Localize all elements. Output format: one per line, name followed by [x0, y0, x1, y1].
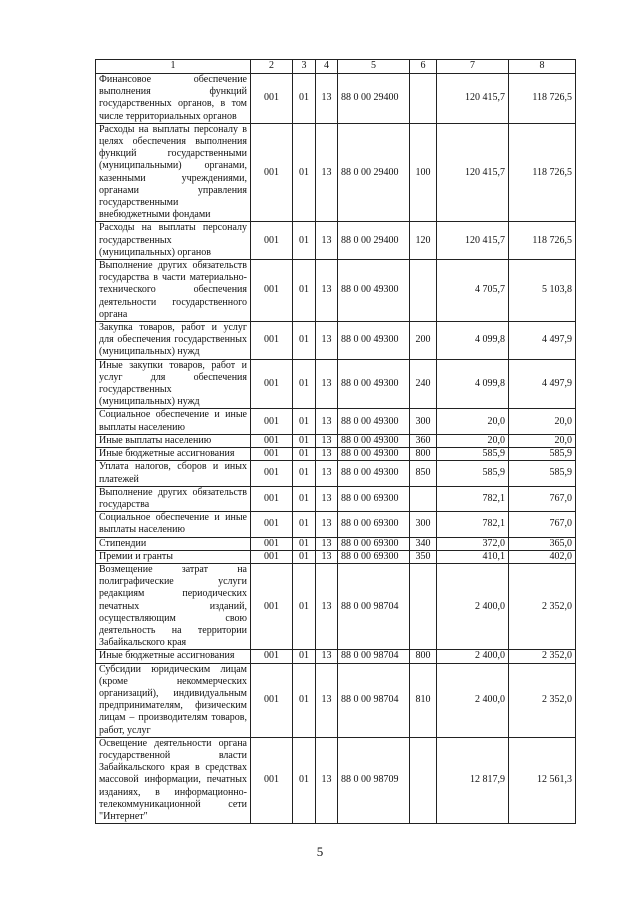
table-row: [96, 222, 576, 260]
amount-year1-cell: 2 400,0: [437, 663, 509, 737]
target-article-cell: 88 0 00 69300: [338, 537, 410, 550]
table-header-row: [96, 60, 576, 74]
section-code-cell: 01: [293, 260, 316, 322]
grbs-code-cell: 001: [251, 409, 293, 434]
section-code-cell: 01: [293, 322, 316, 360]
amount-year1-cell: 4 705,7: [437, 260, 509, 322]
grbs-code-cell: 001: [251, 650, 293, 663]
amount-year1-cell: 2 400,0: [437, 650, 509, 663]
row-name-cell: Возмещение затрат на полиграфические услуги редакциям периодических печатных изданий, осуществляющим свою деятельность на территории Забайкальского края: [96, 563, 251, 649]
subsection-code-cell: 13: [316, 448, 338, 461]
grbs-code-cell: 001: [251, 322, 293, 360]
grbs-code-cell: 001: [251, 550, 293, 563]
row-name-cell: Премии и гранты: [96, 550, 251, 563]
target-article-cell: 88 0 00 49300: [338, 434, 410, 447]
target-article-cell: 88 0 00 29400: [338, 123, 410, 222]
column-header: 7: [437, 60, 509, 74]
table-row: [96, 434, 576, 447]
row-name-cell: Иные бюджетные ассигнования: [96, 448, 251, 461]
target-article-cell: 88 0 00 49300: [338, 260, 410, 322]
row-name-cell: Стипендии: [96, 537, 251, 550]
table-row: [96, 448, 576, 461]
subsection-code-cell: 13: [316, 123, 338, 222]
target-article-cell: 88 0 00 29400: [338, 74, 410, 124]
expense-type-cell: [410, 260, 437, 322]
column-header: 3: [293, 60, 316, 74]
table-row: [96, 359, 576, 409]
section-code-cell: 01: [293, 650, 316, 663]
page-number: 5: [316, 844, 324, 859]
column-header: 8: [509, 60, 576, 74]
subsection-code-cell: 13: [316, 222, 338, 260]
amount-year2-cell: 767,0: [509, 512, 576, 537]
grbs-code-cell: 001: [251, 260, 293, 322]
table-row: [96, 322, 576, 360]
grbs-code-cell: 001: [251, 663, 293, 737]
amount-year1-cell: 120 415,7: [437, 74, 509, 124]
amount-year2-cell: 4 497,9: [509, 359, 576, 409]
expense-type-cell: 810: [410, 663, 437, 737]
table-row: [96, 409, 576, 434]
expense-type-cell: 100: [410, 123, 437, 222]
table-row: [96, 737, 576, 823]
column-header: 6: [410, 60, 437, 74]
amount-year1-cell: 20,0: [437, 409, 509, 434]
column-header: 5: [338, 60, 410, 74]
target-article-cell: 88 0 00 49300: [338, 359, 410, 409]
subsection-code-cell: 13: [316, 650, 338, 663]
section-code-cell: 01: [293, 222, 316, 260]
section-code-cell: 01: [293, 512, 316, 537]
target-article-cell: 88 0 00 69300: [338, 486, 410, 511]
subsection-code-cell: 13: [316, 663, 338, 737]
amount-year1-cell: 585,9: [437, 461, 509, 486]
target-article-cell: 88 0 00 29400: [338, 222, 410, 260]
column-header: 1: [96, 60, 251, 74]
table-row: [96, 260, 576, 322]
subsection-code-cell: 13: [316, 409, 338, 434]
row-name-cell: Выполнение других обязательств государства: [96, 486, 251, 511]
expense-type-cell: 800: [410, 448, 437, 461]
amount-year1-cell: 120 415,7: [437, 222, 509, 260]
expense-type-cell: [410, 737, 437, 823]
amount-year1-cell: 410,1: [437, 550, 509, 563]
amount-year1-cell: 120 415,7: [437, 123, 509, 222]
row-name-cell: Иные бюджетные ассигнования: [96, 650, 251, 663]
table-row: [96, 123, 576, 222]
amount-year1-cell: 4 099,8: [437, 359, 509, 409]
amount-year1-cell: 782,1: [437, 486, 509, 511]
subsection-code-cell: 13: [316, 322, 338, 360]
table-body: [96, 74, 576, 824]
section-code-cell: 01: [293, 359, 316, 409]
target-article-cell: 88 0 00 49300: [338, 409, 410, 434]
amount-year2-cell: 2 352,0: [509, 663, 576, 737]
row-name-cell: Социальное обеспечение и иные выплаты населению: [96, 512, 251, 537]
column-header: 4: [316, 60, 338, 74]
amount-year2-cell: 12 561,3: [509, 737, 576, 823]
amount-year2-cell: 20,0: [509, 409, 576, 434]
target-article-cell: 88 0 00 49300: [338, 322, 410, 360]
column-header: 2: [251, 60, 293, 74]
amount-year2-cell: 2 352,0: [509, 650, 576, 663]
expense-type-cell: 300: [410, 409, 437, 434]
target-article-cell: 88 0 00 69300: [338, 512, 410, 537]
amount-year2-cell: 2 352,0: [509, 563, 576, 649]
amount-year2-cell: 365,0: [509, 537, 576, 550]
amount-year1-cell: 12 817,9: [437, 737, 509, 823]
section-code-cell: 01: [293, 563, 316, 649]
section-code-cell: 01: [293, 461, 316, 486]
section-code-cell: 01: [293, 550, 316, 563]
section-code-cell: 01: [293, 123, 316, 222]
table-row: [96, 550, 576, 563]
subsection-code-cell: 13: [316, 74, 338, 124]
amount-year1-cell: 4 099,8: [437, 322, 509, 360]
expense-type-cell: 120: [410, 222, 437, 260]
target-article-cell: 88 0 00 49300: [338, 461, 410, 486]
section-code-cell: 01: [293, 663, 316, 737]
table-row: [96, 563, 576, 649]
section-code-cell: 01: [293, 434, 316, 447]
amount-year2-cell: 767,0: [509, 486, 576, 511]
table-row: [96, 461, 576, 486]
row-name-cell: Субсидии юридическим лицам (кроме некоммерческих организаций), индивидуальным предпринимателям, физическим лицам – производителям товаров, работ, услуг: [96, 663, 251, 737]
amount-year2-cell: 20,0: [509, 434, 576, 447]
row-name-cell: Выполнение других обязательств государства в части материально-технического обеспечения деятельности государственного органа: [96, 260, 251, 322]
target-article-cell: 88 0 00 98709: [338, 737, 410, 823]
expense-type-cell: [410, 74, 437, 124]
table-row: [96, 486, 576, 511]
expense-type-cell: [410, 486, 437, 511]
subsection-code-cell: 13: [316, 359, 338, 409]
grbs-code-cell: 001: [251, 434, 293, 447]
section-code-cell: 01: [293, 409, 316, 434]
target-article-cell: 88 0 00 98704: [338, 663, 410, 737]
budget-table: [95, 59, 576, 824]
expense-type-cell: 200: [410, 322, 437, 360]
expense-type-cell: 240: [410, 359, 437, 409]
subsection-code-cell: 13: [316, 260, 338, 322]
table-row: [96, 74, 576, 124]
amount-year1-cell: 20,0: [437, 434, 509, 447]
row-name-cell: Уплата налогов, сборов и иных платежей: [96, 461, 251, 486]
amount-year2-cell: 5 103,8: [509, 260, 576, 322]
subsection-code-cell: 13: [316, 737, 338, 823]
grbs-code-cell: 001: [251, 563, 293, 649]
row-name-cell: Расходы на выплаты персоналу государственных (муниципальных) органов: [96, 222, 251, 260]
row-name-cell: Иные закупки товаров, работ и услуг для обеспечения государственных (муниципальных) нужд: [96, 359, 251, 409]
row-name-cell: Освещение деятельности органа государственной власти Забайкальского края в средствах массовой информации, печатных изданиях, в информационно-телекоммуникационной сети "Интернет": [96, 737, 251, 823]
amount-year1-cell: 782,1: [437, 512, 509, 537]
amount-year1-cell: 372,0: [437, 537, 509, 550]
expense-type-cell: [410, 563, 437, 649]
grbs-code-cell: 001: [251, 461, 293, 486]
grbs-code-cell: 001: [251, 486, 293, 511]
expense-type-cell: 850: [410, 461, 437, 486]
amount-year2-cell: 118 726,5: [509, 222, 576, 260]
amount-year1-cell: 585,9: [437, 448, 509, 461]
expense-type-cell: 800: [410, 650, 437, 663]
section-code-cell: 01: [293, 537, 316, 550]
section-code-cell: 01: [293, 448, 316, 461]
amount-year2-cell: 118 726,5: [509, 74, 576, 124]
target-article-cell: 88 0 00 49300: [338, 448, 410, 461]
expense-type-cell: 340: [410, 537, 437, 550]
expense-type-cell: 350: [410, 550, 437, 563]
subsection-code-cell: 13: [316, 512, 338, 537]
section-code-cell: 01: [293, 737, 316, 823]
expense-type-cell: 360: [410, 434, 437, 447]
amount-year2-cell: 402,0: [509, 550, 576, 563]
section-code-cell: 01: [293, 486, 316, 511]
subsection-code-cell: 13: [316, 537, 338, 550]
section-code-cell: 01: [293, 74, 316, 124]
target-article-cell: 88 0 00 98704: [338, 650, 410, 663]
subsection-code-cell: 13: [316, 461, 338, 486]
expense-type-cell: 300: [410, 512, 437, 537]
subsection-code-cell: 13: [316, 486, 338, 511]
grbs-code-cell: 001: [251, 537, 293, 550]
table-row: [96, 650, 576, 663]
grbs-code-cell: 001: [251, 359, 293, 409]
amount-year2-cell: 4 497,9: [509, 322, 576, 360]
subsection-code-cell: 13: [316, 434, 338, 447]
amount-year2-cell: 118 726,5: [509, 123, 576, 222]
amount-year2-cell: 585,9: [509, 461, 576, 486]
row-name-cell: Социальное обеспечение и иные выплаты населению: [96, 409, 251, 434]
table-row: [96, 663, 576, 737]
grbs-code-cell: 001: [251, 737, 293, 823]
target-article-cell: 88 0 00 98704: [338, 563, 410, 649]
grbs-code-cell: 001: [251, 448, 293, 461]
table-row: [96, 537, 576, 550]
amount-year1-cell: 2 400,0: [437, 563, 509, 649]
row-name-cell: Иные выплаты населению: [96, 434, 251, 447]
target-article-cell: 88 0 00 69300: [338, 550, 410, 563]
grbs-code-cell: 001: [251, 222, 293, 260]
amount-year2-cell: 585,9: [509, 448, 576, 461]
subsection-code-cell: 13: [316, 550, 338, 563]
row-name-cell: Закупка товаров, работ и услуг для обеспечения государственных (муниципальных) нужд: [96, 322, 251, 360]
subsection-code-cell: 13: [316, 563, 338, 649]
grbs-code-cell: 001: [251, 74, 293, 124]
row-name-cell: Финансовое обеспечение выполнения функций государственных органов, в том числе территориальных органов: [96, 74, 251, 124]
row-name-cell: Расходы на выплаты персоналу в целях обеспечения выполнения функций государственными (муниципальными) органами, казенными учреждениями, органами управления государственными внебюджетными фондами: [96, 123, 251, 222]
grbs-code-cell: 001: [251, 123, 293, 222]
grbs-code-cell: 001: [251, 512, 293, 537]
table-row: [96, 512, 576, 537]
